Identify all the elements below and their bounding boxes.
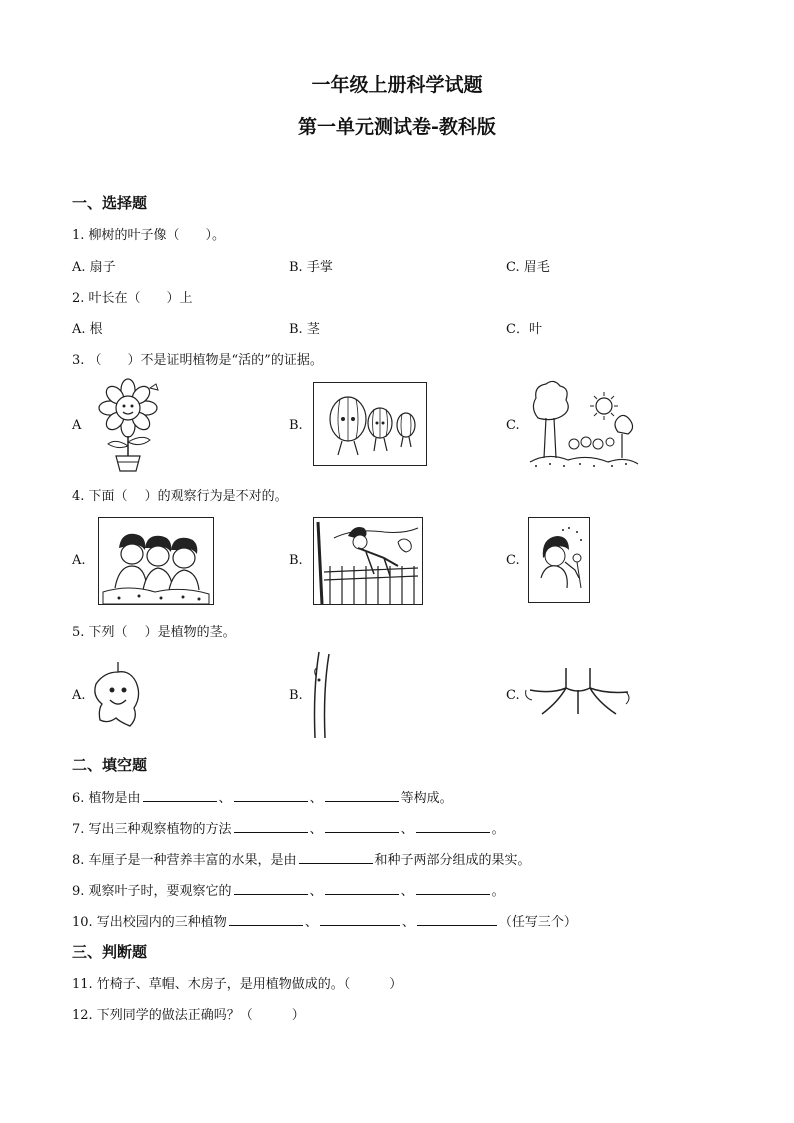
question-5: 5. 下列（ ）是植物的茎。 (72, 625, 236, 640)
answer-blank[interactable] (416, 820, 490, 833)
q4-option-b: B. (289, 553, 303, 568)
page-title: 一年级上册科学试题 (311, 74, 483, 96)
answer-blank[interactable] (234, 820, 308, 833)
q3-option-b: B. (289, 418, 303, 433)
q10-suffix: （任写三个） (498, 915, 577, 930)
q6-prefix: 6. 植物是由 (72, 791, 141, 806)
question-6 (72, 787, 453, 806)
answer-blank[interactable] (325, 820, 399, 833)
q9-prefix: 9. 观察叶子时，要观察它的 (72, 884, 232, 899)
q9-suffix: 。 (491, 884, 505, 899)
q5-option-b: B. (289, 688, 303, 703)
question-10 (72, 911, 577, 930)
separator: 、 (309, 822, 323, 837)
q8-prefix: 8. 车厘子是一种营养丰富的水果，是由 (72, 853, 297, 868)
cartoon-leaf-image (90, 660, 144, 730)
question-7 (72, 818, 505, 837)
page-subtitle: 第一单元测试卷-教科版 (298, 116, 496, 138)
q7-suffix: 。 (491, 822, 505, 837)
q2-option-c: C．叶 (506, 322, 542, 337)
q5-option-a: A. (72, 688, 86, 703)
answer-blank[interactable] (229, 913, 303, 926)
answer-blank[interactable] (417, 913, 497, 926)
answer-blank[interactable] (320, 913, 400, 926)
answer-blank[interactable] (416, 882, 490, 895)
child-smelling-flower-image (528, 517, 590, 603)
three-children-observing-image (98, 517, 214, 605)
separator: 、 (400, 884, 414, 899)
separator: 、 (401, 915, 415, 930)
q3-option-a: A (72, 418, 82, 433)
q2-option-b: B. 茎 (289, 322, 320, 337)
question-12: 12. 下列同学的做法正确吗？（ ） (72, 1008, 305, 1023)
plant-stem-image (305, 650, 335, 740)
answer-blank[interactable] (299, 851, 373, 864)
tree-roots-image (522, 668, 634, 718)
sunflower-pot-image (88, 376, 170, 472)
q1-option-c: C. 眉毛 (506, 260, 550, 275)
question-4: 4. 下面（ ）的观察行为是不对的。 (72, 489, 288, 504)
trees-sun-scene-image (528, 378, 640, 470)
q7-prefix: 7. 写出三种观察植物的方法 (72, 822, 232, 837)
q3-option-c: C. (506, 418, 520, 433)
q5-option-c: C. (506, 688, 520, 703)
answer-blank[interactable] (234, 882, 308, 895)
separator: 、 (304, 915, 318, 930)
answer-blank[interactable] (143, 789, 217, 802)
section-judge-title: 三、判断题 (72, 943, 148, 961)
q1-option-b: B. 手掌 (289, 260, 333, 275)
child-leaning-fence-image (313, 517, 423, 605)
question-3: 3. （ ）不是证明植物是“活的”的证据。 (72, 353, 323, 368)
separator: 、 (309, 884, 323, 899)
q4-option-c: C. (506, 553, 520, 568)
answer-blank[interactable] (325, 789, 399, 802)
section-choice-title: 一、选择题 (72, 194, 148, 212)
question-2: 2. 叶长在（ ）上 (72, 291, 193, 306)
question-8 (72, 849, 531, 868)
section-fill-title: 二、填空题 (72, 756, 148, 774)
question-1: 1. 柳树的叶子像（ ）。 (72, 228, 226, 243)
separator: 、 (218, 791, 232, 806)
separator: 、 (400, 822, 414, 837)
q4-option-a: A. (72, 553, 86, 568)
question-9 (72, 880, 505, 899)
answer-blank[interactable] (234, 789, 308, 802)
q10-prefix: 10. 写出校园内的三种植物 (72, 915, 227, 930)
q8-suffix: 和种子两部分组成的果实。 (374, 853, 531, 868)
question-11: 11. 竹椅子、草帽、木房子，是用植物做成的。（ ） (72, 977, 403, 992)
q2-option-a: A. 根 (72, 322, 103, 337)
walking-melons-image (313, 382, 427, 466)
answer-blank[interactable] (325, 882, 399, 895)
separator: 、 (309, 791, 323, 806)
q1-option-a: A. 扇子 (72, 260, 116, 275)
q6-suffix: 等构成。 (400, 791, 453, 806)
